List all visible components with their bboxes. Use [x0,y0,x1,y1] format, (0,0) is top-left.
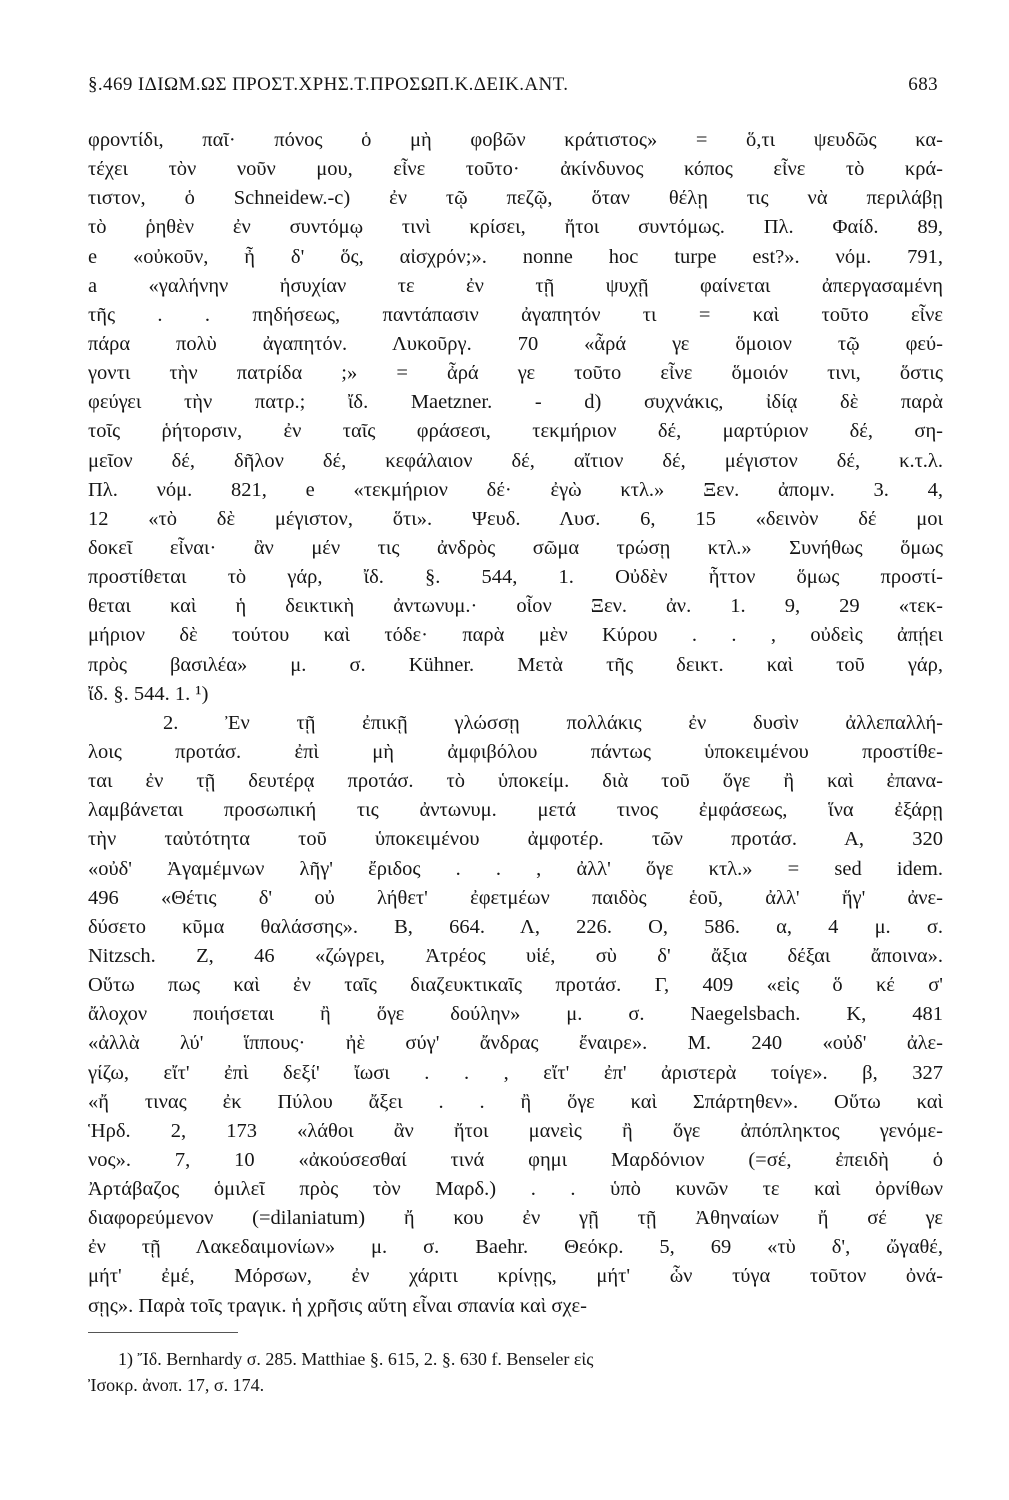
text-line: ται ἐν τῇ δευτέρᾳ προτάσ. τὸ ὑποκείμ. διὰ τοῦ ὅγε ἢ καὶ ἐπανα- [88,770,943,793]
text-line: ἴδ. §. 544. 1. ¹) [88,682,209,705]
text-line: νος». 7, 10 «ἀκούσεσθαί τινά φημι Μαρδόνιον (=σέ, ἐπειδὴ ὁ [88,1148,943,1171]
text-line: λαμβάνεται προσωπική τις ἀντωνυμ. μετά τινος ἐμφάσεως, ἵνα ἐξάρῃ [88,799,943,822]
text-line: «ἀλλὰ λύ' ἵππους· ἠὲ σύγ' ἄνδρας ἔναιρε». Μ. 240 «οὐδ' ἀλε- [88,1032,943,1055]
text-line: Οὕτω πως καὶ ἐν ταῖς διαζευκτικαῖς προτάσ. Γ, 409 «εἰς ὅ κέ σ' [88,974,943,997]
page-number: 683 [908,74,938,95]
body-text [88,126,943,1321]
text-line: Πλ. νόμ. 821, e «τεκμήριον δέ· ἐγὼ κτλ.» Ξεν. ἀπομν. 3. 4, [88,478,943,501]
footnotes [88,1346,938,1398]
text-line: 496 «Θέτις δ' οὐ λήθετ' ἐφετμέων παιδὸς ἑοῦ, ἀλλ' ἥγ' ἀνε- [88,886,943,909]
text-line: Ἀρτάβαζος ὁμιλεῖ πρὸς τὸν Μαρδ.) . . ὑπὸ κυνῶν τε καὶ ὀρνίθων [88,1178,943,1201]
text-line: φεύγει τὴν πατρ.; ἴδ. Maetzner. - d) συχνάκις, ἰδίᾳ δὲ παρὰ [88,391,943,414]
text-line: πάρα πολὺ ἀγαπητόν. Λυκοῦργ. 70 «ἆρά γε ὅμοιον τῷ φεύ- [88,332,943,355]
text-line: ἐν τῇ Λακεδαιμονίων» μ. σ. Baehr. Θεόκρ. 5, 69 «τὺ δ', ὤγαθέ, [88,1236,943,1259]
text-line: τὸ ῥηθὲν ἐν συντόμῳ τινὶ κρίσει, ἤτοι συντόμως. Πλ. Φαίδ. 89, [88,216,943,239]
footnote-line: Ἰσοκρ. ἀνοπ. 17, σ. 174. [88,1375,265,1395]
text-line: τέχει τὸν νοῦν μου, εἶνε τοῦτο· ἀκίνδυνος κόπος εἶνε τὸ κρά- [88,158,943,181]
text-line: θεται καὶ ἡ δεικτικὴ ἀντωνυμ.· οἷον Ξεν. ἀν. 1. 9, 29 «τεκ- [88,595,943,618]
text-line: Nitzsch. Ζ, 46 «ζώγρει, Ἀτρέος υἱέ, σὺ δ' ἄξια δέξαι ἄποινα». [88,944,943,967]
text-line: μεῖον δέ, δῆλον δέ, κεφάλαιον δέ, αἴτιον δέ, μέγιστον δέ, κ.τ.λ. [88,449,943,472]
text-line: e «οὐκοῦν, ἦ δ' ὅς, αἰσχρόν;». nonne hoc turpe est?». νόμ. 791, [88,245,943,268]
text-line: πρὸς βασιλέα» μ. σ. Kühner. Μετὰ τῆς δεικτ. καὶ τοῦ γάρ, [88,653,943,676]
text-line: γίζω, εἴτ' ἐπὶ δεξί' ἴωσι . . , εἴτ' ἐπ' ἀριστερὰ τοίγε». β, 327 [88,1061,943,1084]
text-line: σῃς». Παρὰ τοῖς τραγικ. ἡ χρῆσις αὕτη εἶναι σπανία καὶ σχε- [88,1294,587,1317]
text-line: «ἤ τινας ἐκ Πύλου ἄξει . . ἢ ὅγε καὶ Σπάρτηθεν». Οὕτω καὶ [88,1090,943,1113]
text-line: λοις προτάσ. ἐπὶ μὴ ἀμφιβόλου πάντως ὑποκειμένου προστίθε- [88,740,943,763]
text-line: μήριον δὲ τούτου καὶ τόδε· παρὰ μὲν Κύρου . . , οὐδεὶς ἀπῄει [88,624,943,647]
text-line: φροντίδι, παῖ· πόνος ὁ μὴ φοβῶν κράτιστος» = ὅ,τι ψευδῶς κα- [88,129,943,151]
text-line: a «γαλήνην ἡσυχίαν τε ἐν τῇ ψυχῇ φαίνεται ἀπεργασαμένη [88,274,943,297]
text-line: Ἡρδ. 2, 173 «λάθοι ἂν ἤτοι μανεὶς ἢ ὅγε ἀπόπληκτος γενόμε- [88,1119,943,1142]
text-line: δύσετο κῦμα θαλάσσης». Β, 664. Λ, 226. Ο, 586. α, 4 μ. σ. [88,915,943,938]
text-line: τὴν ταὐτότητα τοῦ ὑποκειμένου ἀμφοτέρ. τῶν προτάσ. Α, 320 [88,828,943,851]
running-header [88,74,938,96]
text-line: δοκεῖ εἶναι· ἂν μέν τις ἀνδρὸς σῶμα τρώσῃ κτλ.» Συνήθως ὅμως [88,536,943,559]
text-line: τοῖς ῥήτορσιν, ἐν ταῖς φράσεσι, τεκμήριον δέ, μαρτύριον δέ, ση- [88,420,943,443]
header-title: §.469 ΙΔΙΩΜ.ΩΣ ΠΡΟΣΤ.ΧΡΗΣ.Τ.ΠΡΟΣΩΠ.Κ.ΔΕΙΚ.ΑΝΤ. [88,74,569,95]
text-line: ἄλοχον ποιήσεται ἢ ὅγε δούλην» μ. σ. Naegelsbach. Κ, 481 [88,1003,943,1026]
text-line: γοντι τὴν πατρίδα ;» = ἆρά γε τοῦτο εἶνε ὅμοιόν τινι, ὅστις [88,362,943,385]
text-line: τιστον, ὁ Schneidew.-c) ἐν τῷ πεζῷ, ὅταν θέλῃ τις νὰ περιλάβῃ [88,187,943,210]
text-line: τῆς . . πηδήσεως, παντάπασιν ἀγαπητόν τι = καὶ τοῦτο εἶνε [88,303,943,326]
text-line: 2. Ἐν τῇ ἐπικῇ γλώσσῃ πολλάκις ἐν δυσὶν ἀλλεπαλλή- [163,711,943,734]
footnote-rule [88,1332,238,1333]
text-line: 12 «τὸ δὲ μέγιστον, ὅτι». Ψευδ. Λυσ. 6, 15 «δεινὸν δέ μοι [88,507,943,530]
text-line: διαφορεύμενον (=dilaniatum) ἤ κου ἐν γῇ τῇ Ἀθηναίων ἤ σέ γε [88,1207,943,1230]
text-line: προστίθεται τὸ γάρ, ἴδ. §. 544, 1. Οὐδὲν ἧττον ὅμως προστί- [88,566,943,589]
footnote-line: 1) Ἴδ. Bernhardy σ. 285. Matthiae §. 615, 2. §. 630 f. Benseler εἰς [118,1349,594,1369]
text-line: «οὐδ' Ἀγαμέμνων λῆγ' ἔριδος . . , ἀλλ' ὅγε κτλ.» = sed idem. [88,857,943,880]
text-line: μήτ' ἐμέ, Μόρσων, ἐν χάριτι κρίνῃς, μήτ' ὧν τύγα τοῦτον ὀνά- [88,1265,943,1288]
